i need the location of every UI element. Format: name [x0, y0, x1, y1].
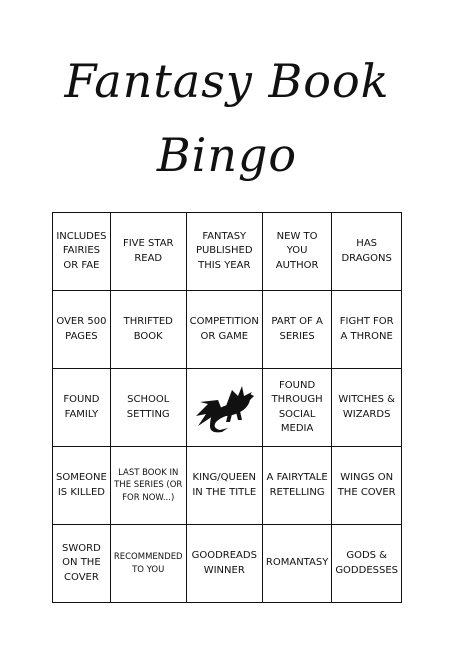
bingo-cell[interactable]: FIVE STAR READ: [111, 213, 187, 291]
bingo-cell[interactable]: KING/QUEEN IN THE TITLE: [187, 447, 263, 525]
bingo-cell[interactable]: INCLUDES FAIRIES OR FAE: [53, 213, 111, 291]
bingo-cell[interactable]: WITCHES & WIZARDS: [332, 369, 402, 447]
bingo-cell[interactable]: SOMEONE IS KILLED: [53, 447, 111, 525]
bingo-cell[interactable]: WINGS ON THE COVER: [332, 447, 402, 525]
free-space-cell[interactable]: [187, 369, 263, 447]
bingo-cell[interactable]: FOUND FAMILY: [53, 369, 111, 447]
bingo-cell[interactable]: COMPETITION OR GAME: [187, 291, 263, 369]
title-line-2: Bingo: [156, 128, 298, 182]
bingo-cell[interactable]: LAST BOOK IN THE SERIES (OR FOR NOW...): [111, 447, 187, 525]
bingo-cell[interactable]: SCHOOL SETTING: [111, 369, 187, 447]
bingo-cell[interactable]: RECOMMENDED TO YOU: [111, 525, 187, 603]
bingo-cell[interactable]: GODS & GODDESSES: [332, 525, 402, 603]
dragon-icon: [192, 380, 256, 436]
bingo-cell[interactable]: A FAIRYTALE RETELLING: [263, 447, 332, 525]
bingo-cell[interactable]: PART OF A SERIES: [263, 291, 332, 369]
bingo-cell[interactable]: OVER 500 PAGES: [53, 291, 111, 369]
bingo-cell[interactable]: HAS DRAGONS: [332, 213, 402, 291]
bingo-cell[interactable]: FOUND THROUGH SOCIAL MEDIA: [263, 369, 332, 447]
bingo-cell[interactable]: NEW TO YOU AUTHOR: [263, 213, 332, 291]
bingo-cell[interactable]: THRIFTED BOOK: [111, 291, 187, 369]
bingo-cell[interactable]: ROMANTASY: [263, 525, 332, 603]
title-line-1: Fantasy Book: [64, 54, 390, 108]
bingo-cell[interactable]: FANTASY PUBLISHED THIS YEAR: [187, 213, 263, 291]
bingo-cell[interactable]: GOODREADS WINNER: [187, 525, 263, 603]
bingo-cell[interactable]: FIGHT FOR A THRONE: [332, 291, 402, 369]
bingo-grid: [52, 212, 402, 603]
bingo-cell[interactable]: SWORD ON THE COVER: [53, 525, 111, 603]
